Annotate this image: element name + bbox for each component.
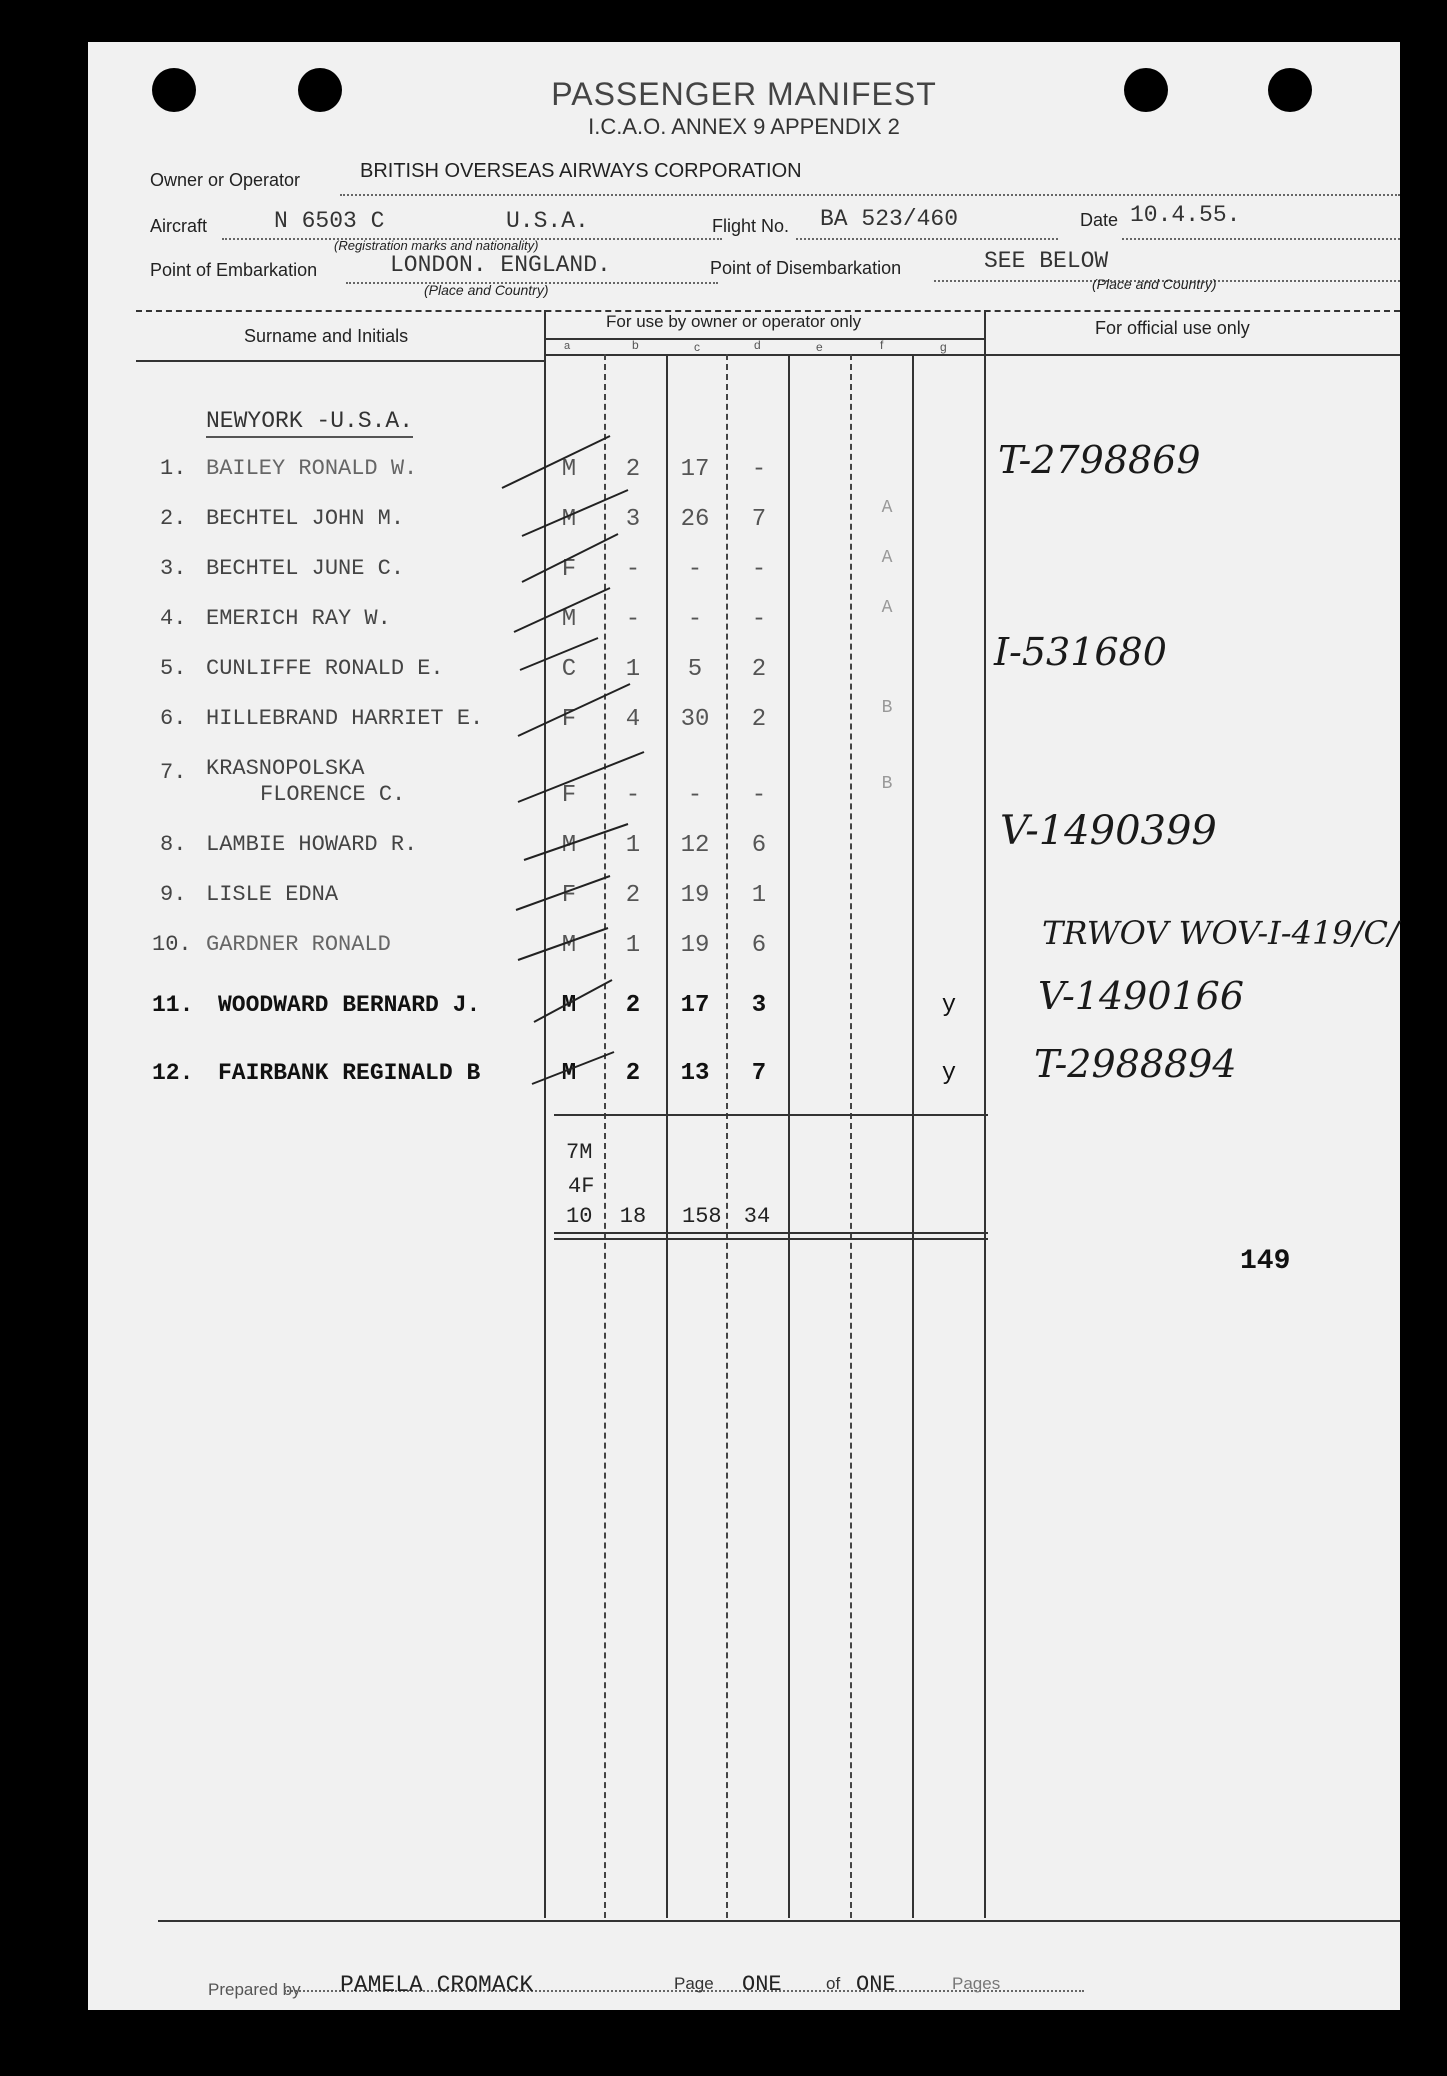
- tick-mark: [522, 534, 618, 582]
- cell-f: A: [881, 548, 893, 568]
- row-number: 6.: [160, 706, 187, 731]
- cell-b: 2: [625, 992, 641, 1019]
- cell-b: 4: [625, 706, 641, 733]
- row-number: 3.: [160, 556, 187, 581]
- cell-g: y: [941, 1060, 957, 1087]
- cell-b: 1: [625, 932, 641, 959]
- tick-mark: [534, 980, 612, 1022]
- subcol-c: c: [694, 340, 700, 354]
- passenger-name: FAIRBANK REGINALD B: [218, 1060, 481, 1086]
- row-number: 8.: [160, 832, 187, 857]
- page-value: ONE: [742, 1972, 782, 1997]
- flight-label: Flight No.: [712, 216, 790, 236]
- embarkation-note: (Place and Country): [424, 282, 549, 298]
- row-number: 5.: [160, 656, 187, 681]
- cell-a: M: [561, 832, 577, 859]
- cell-a: M: [561, 932, 577, 959]
- tick-mark: [520, 638, 598, 670]
- official-use-header: For official use only: [1095, 318, 1250, 338]
- aircraft-label: Aircraft: [150, 216, 208, 236]
- surname-header: Surname and Initials: [244, 326, 409, 346]
- subcol-g: g: [940, 340, 947, 354]
- disembarkation-label: Point of Disembarkation: [710, 258, 902, 278]
- total-a: 10: [566, 1204, 593, 1229]
- total-female: 4F: [568, 1174, 595, 1199]
- row-number: 7.: [160, 760, 187, 785]
- cell-c: 19: [680, 932, 710, 959]
- cell-d: 2: [751, 706, 767, 733]
- date-value: 10.4.55.: [1130, 202, 1241, 228]
- cell-a: M: [561, 1060, 577, 1087]
- tick-mark: [514, 588, 610, 632]
- subcol-d: d: [754, 338, 761, 352]
- cell-f: B: [881, 698, 893, 718]
- cell-d: 2: [751, 656, 767, 683]
- official-reference: T-2988894: [1034, 1042, 1237, 1086]
- cell-c: 30: [680, 706, 710, 733]
- cell-d: 3: [751, 992, 767, 1019]
- tick-mark: [518, 684, 630, 736]
- owner-label: Owner or Operator: [150, 170, 301, 190]
- cell-b: 3: [625, 506, 641, 533]
- cell-d: 1: [751, 882, 767, 909]
- cell-d: 7: [751, 506, 767, 533]
- passenger-name: LISLE EDNA: [206, 882, 339, 907]
- cell-a: F: [561, 556, 577, 583]
- passenger-name: BAILEY RONALD W.: [206, 456, 418, 481]
- official-reference: T-2798869: [998, 438, 1201, 482]
- passenger-name-continued: FLORENCE C.: [260, 782, 406, 807]
- total-b: 18: [619, 1204, 647, 1229]
- cell-a: F: [561, 706, 577, 733]
- cell-d: 7: [751, 1060, 767, 1087]
- cell-c: 26: [680, 506, 710, 533]
- passenger-name: KRASNOPOLSKA: [206, 756, 365, 781]
- cell-b: 2: [625, 456, 641, 483]
- row-number: 11.: [152, 992, 194, 1018]
- cell-b: 1: [625, 656, 641, 683]
- cell-c: 5: [687, 656, 703, 683]
- total-male: 7M: [566, 1140, 593, 1165]
- manifest-title: PASSENGER MANIFEST: [551, 76, 937, 112]
- manifest-subtitle: I.C.A.O. ANNEX 9 APPENDIX 2: [588, 114, 900, 139]
- owner-use-header: For use by owner or operator only: [606, 312, 862, 331]
- cell-b: 2: [625, 1060, 641, 1087]
- cell-c: -: [687, 782, 703, 809]
- tick-mark: [516, 876, 610, 910]
- row-number: 9.: [160, 882, 187, 907]
- cell-c: -: [687, 606, 703, 633]
- subcol-a: a: [564, 340, 571, 352]
- passenger-name: BECHTEL JUNE C.: [206, 556, 405, 581]
- nationality-value: U.S.A.: [506, 208, 589, 234]
- aircraft-value: N 6503 C: [274, 208, 385, 234]
- cell-d: 6: [751, 932, 767, 959]
- passenger-name: LAMBIE HOWARD R.: [206, 832, 418, 857]
- disembarkation-note: (Place and Country): [1092, 276, 1217, 292]
- cell-b: -: [625, 782, 641, 809]
- total-c: 158: [682, 1204, 722, 1229]
- embarkation-value: LONDON. ENGLAND.: [390, 252, 611, 278]
- cell-d: 6: [751, 832, 767, 859]
- cell-c: 12: [680, 832, 710, 859]
- tick-mark: [524, 824, 628, 860]
- cell-a: C: [561, 656, 577, 683]
- subcol-f: f: [880, 338, 884, 352]
- of-value: ONE: [856, 1972, 896, 1997]
- cell-f: A: [881, 598, 893, 618]
- cell-f: A: [881, 498, 893, 518]
- passenger-name: GARDNER RONALD: [206, 932, 391, 957]
- cell-d: -: [751, 606, 767, 633]
- prepared-by-value: PAMELA CROMACK: [340, 1972, 534, 1998]
- cell-c: 13: [680, 1060, 710, 1087]
- row-number: 1.: [160, 456, 187, 481]
- row-number: 12.: [152, 1060, 194, 1086]
- cell-c: 17: [680, 992, 710, 1019]
- passenger-name: HILLEBRAND HARRIET E.: [206, 706, 484, 731]
- cell-d: -: [751, 782, 767, 809]
- passenger-name: EMERICH RAY W.: [206, 606, 391, 631]
- embarkation-label: Point of Embarkation: [150, 260, 318, 280]
- tick-mark: [522, 490, 628, 536]
- cell-d: -: [751, 456, 767, 483]
- cell-a: M: [561, 456, 577, 483]
- row-number: 10.: [152, 932, 192, 957]
- cell-b: 2: [625, 882, 641, 909]
- cell-b: 1: [625, 832, 641, 859]
- cell-a: M: [561, 606, 577, 633]
- cell-b: -: [625, 606, 641, 633]
- passenger-name: CUNLIFFE RONALD E.: [206, 656, 444, 681]
- cell-c: -: [687, 556, 703, 583]
- official-reference: I-531680: [994, 630, 1167, 674]
- page-label: Page: [674, 1974, 714, 1993]
- pages-label: Pages: [952, 1974, 1001, 1993]
- row-number: 2.: [160, 506, 187, 531]
- passenger-name: WOODWARD BERNARD J.: [218, 992, 481, 1018]
- tick-marks: [88, 42, 1400, 2010]
- cell-a: F: [561, 882, 577, 909]
- cell-f: B: [881, 774, 893, 794]
- tick-mark: [518, 752, 644, 802]
- prepared-label: Prepared by: [208, 1980, 301, 1999]
- total-d: 34: [743, 1204, 771, 1229]
- registration-note: (Registration marks and nationality): [334, 238, 539, 253]
- row-number: 4.: [160, 606, 187, 631]
- cell-c: 17: [680, 456, 710, 483]
- cell-c: 19: [680, 882, 710, 909]
- tick-mark: [532, 1052, 614, 1084]
- official-reference: V-1490166: [1038, 974, 1245, 1018]
- tick-mark: [502, 436, 610, 488]
- subcol-e: e: [816, 340, 823, 354]
- cell-d: -: [751, 556, 767, 583]
- date-label: Date: [1080, 210, 1119, 230]
- page-number: 149: [1240, 1246, 1291, 1277]
- cell-b: -: [625, 556, 641, 583]
- cell-g: y: [941, 992, 957, 1019]
- disembarkation-value: SEE BELOW: [984, 248, 1109, 274]
- subcol-b: b: [632, 338, 639, 352]
- official-reference: V-1490399: [1000, 808, 1217, 854]
- cell-a: M: [561, 992, 577, 1019]
- passenger-name: BECHTEL JOHN M.: [206, 506, 405, 531]
- cell-a: M: [561, 506, 577, 533]
- destination-heading: NEWYORK -U.S.A.: [206, 408, 413, 438]
- manifest-page: [88, 42, 1400, 2010]
- cell-a: F: [561, 782, 577, 809]
- tick-mark: [518, 928, 608, 960]
- flight-value: BA 523/460: [820, 206, 959, 232]
- official-reference: TRWOV WOV-I-419/C/: [1042, 914, 1399, 952]
- of-label: of: [826, 1974, 841, 1993]
- owner-value: BRITISH OVERSEAS AIRWAYS CORPORATION: [360, 160, 802, 182]
